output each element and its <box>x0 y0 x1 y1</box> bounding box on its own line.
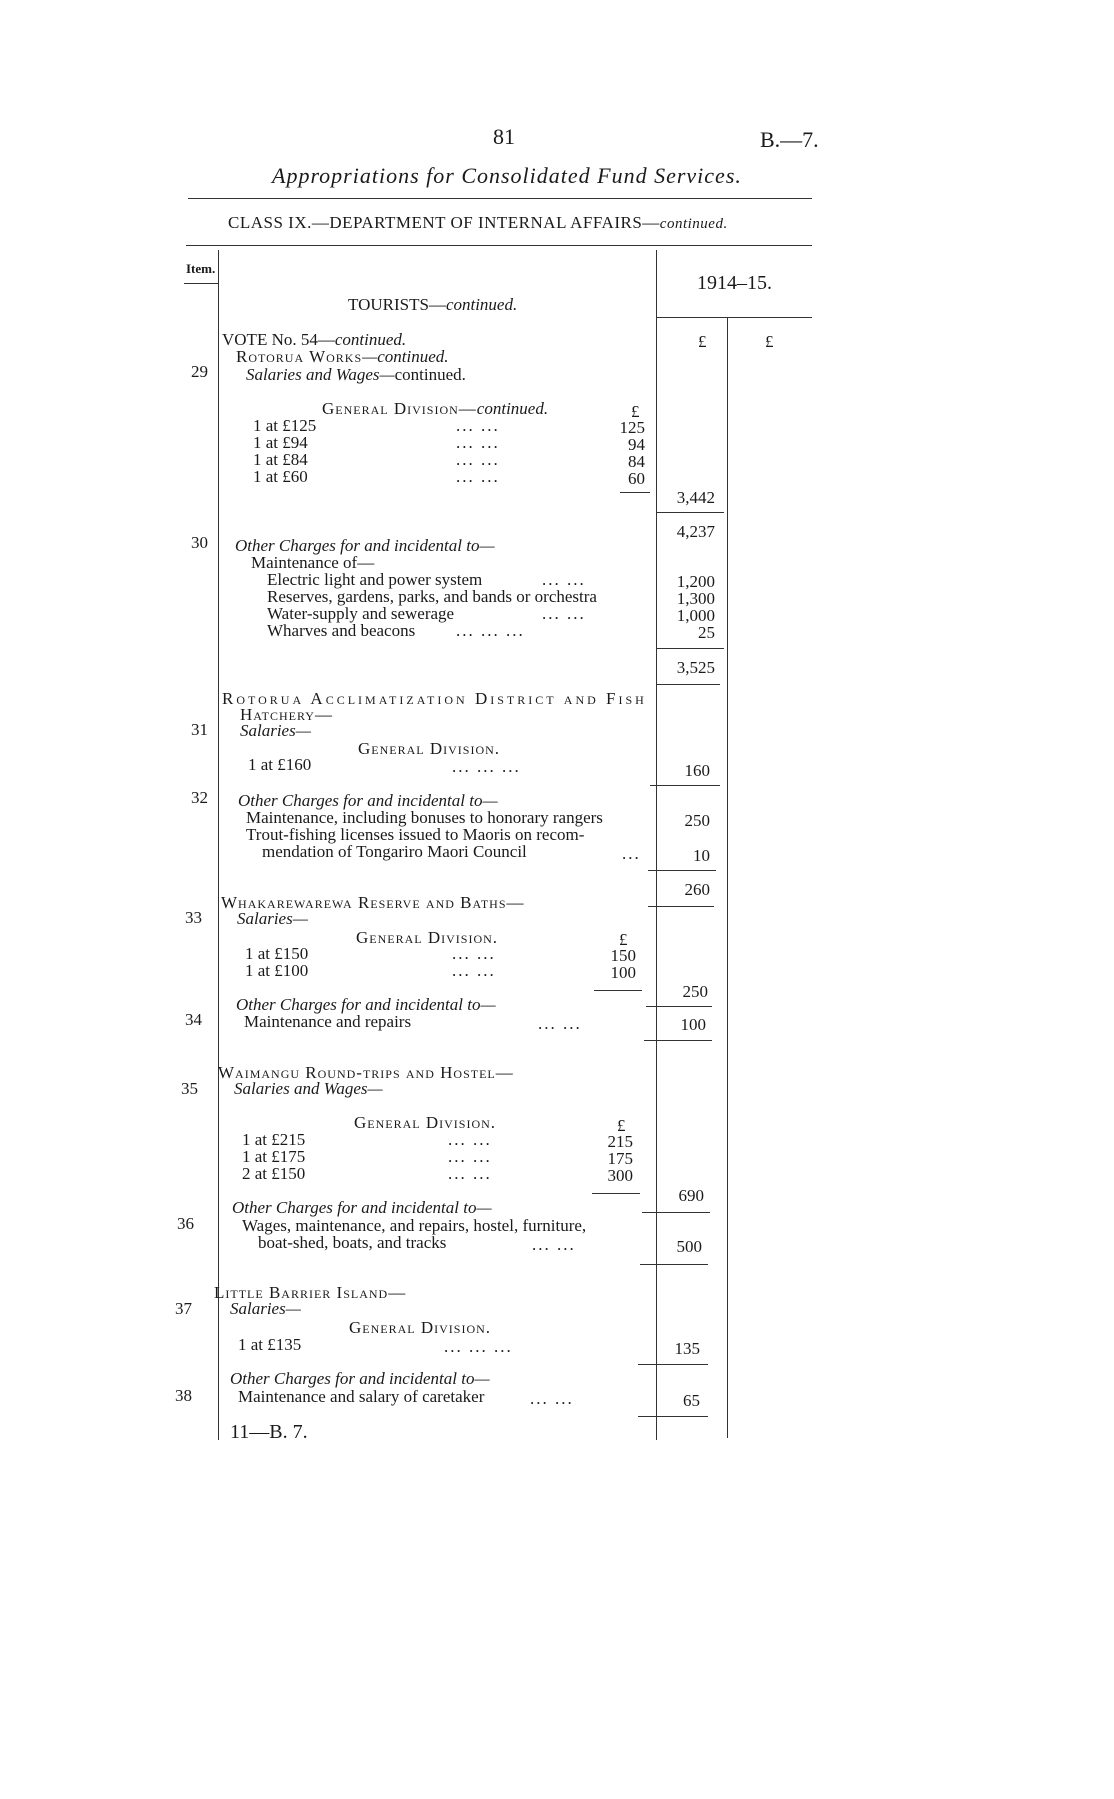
subtotal-rule <box>656 684 720 685</box>
item-number-32: 32 <box>191 788 208 807</box>
salary-line-text: 1 at £160 <box>248 755 312 774</box>
leader-dots: ... ... <box>456 416 500 435</box>
total-column-divider <box>727 318 728 1438</box>
charge-line-text: Maintenance and repairs <box>244 1012 412 1031</box>
leader-dots: ... ... <box>530 1389 574 1408</box>
leader-dots: ... <box>622 844 641 863</box>
charge-line-amount: 1,200 <box>676 572 715 591</box>
subtotal-rule <box>642 1212 710 1213</box>
general-division-pound: £ <box>619 930 628 949</box>
charge-line-amount: 1,000 <box>676 606 715 625</box>
section-heading: TOURISTS—continued. <box>348 295 518 314</box>
subtotal-rule <box>648 870 716 871</box>
charge-line-text: boat-shed, boats, and tracks <box>258 1233 447 1252</box>
page-title: Appropriations for Consolidated Fund Services. <box>272 163 742 188</box>
pound-sign-column-2: £ <box>765 332 774 351</box>
salary-line-text: 1 at £150 <box>245 944 309 963</box>
charge-line-text: Water-supply and sewerage <box>267 604 455 623</box>
item-number-34: 34 <box>185 1010 202 1029</box>
subtotal-rule <box>620 492 650 493</box>
charge-line-amount: 25 <box>698 623 715 642</box>
maintenance-of-label: Maintenance of— <box>251 553 375 572</box>
charge-line-text: Maintenance and salary of caretaker <box>238 1387 485 1406</box>
leader-dots: ... ... ... <box>452 757 521 776</box>
item-number-35: 35 <box>181 1079 198 1098</box>
salary-line-amount: 150 <box>610 946 636 965</box>
charge-line-amount: 100 <box>680 1015 706 1034</box>
charge-line-text: Trout-fishing licenses issued to Maoris on recom- <box>246 825 585 844</box>
subtotal-rule <box>650 785 720 786</box>
salary-line-text: 1 at £175 <box>242 1147 306 1166</box>
general-division-pound: £ <box>617 1116 626 1135</box>
page-number: 81 <box>493 124 515 149</box>
class-heading: CLASS IX.—DEPARTMENT OF INTERNAL AFFAIRS—continued. <box>228 213 728 232</box>
salary-line-text: 1 at £135 <box>238 1335 302 1354</box>
rotorua-works-heading: Rotorua Works—continued. <box>236 347 449 366</box>
subtotal-rule <box>592 1193 640 1194</box>
salary-line-amount: 300 <box>607 1166 633 1185</box>
salary-line-text: 1 at £100 <box>245 961 309 980</box>
subtotal-rule <box>656 648 724 649</box>
leader-dots: ... ... <box>456 433 500 452</box>
salary-line-amount: 125 <box>619 418 645 437</box>
charge-line-text: Electric light and power system <box>267 570 483 589</box>
charge-line-amount: 10 <box>693 846 710 865</box>
charge-line-amount: 1,300 <box>676 589 715 608</box>
item-number-37: 37 <box>175 1299 192 1318</box>
year-column-header: 1914–15. <box>697 272 772 294</box>
item-header-rule <box>184 283 218 284</box>
amount-column-divider <box>656 250 657 1440</box>
salaries-label: Salaries— <box>237 909 308 928</box>
salaries-and-wages-label: Salaries and Wages— <box>234 1079 383 1098</box>
leader-dots: ... ... <box>448 1147 492 1166</box>
general-division-heading: General Division. <box>358 739 501 758</box>
other-charges-label: Other Charges for and incidental to— <box>230 1369 490 1388</box>
salary-line-text: 1 at £125 <box>253 416 317 435</box>
item-number-33: 33 <box>185 908 202 927</box>
leader-dots: ... ... <box>448 1130 492 1149</box>
charge-line-text: Reserves, gardens, parks, and bands or orchestra <box>267 587 597 606</box>
item-number-31: 31 <box>191 720 208 739</box>
charges-total: 3,525 <box>676 658 715 677</box>
general-division-heading: General Division. <box>354 1113 497 1132</box>
leader-dots: ... ... <box>452 961 496 980</box>
salaries-label: Salaries— <box>240 721 311 740</box>
salaries-total: 3,442 <box>676 488 715 507</box>
leader-dots: ... ... <box>532 1235 576 1254</box>
salaries-label: Salaries— <box>230 1299 301 1318</box>
title-rule <box>188 198 812 199</box>
leader-dots: ... ... ... <box>456 621 525 640</box>
general-division-pound: £ <box>631 402 640 421</box>
acclimatization-total: 260 <box>684 880 710 899</box>
salary-line-amount: 94 <box>628 435 645 454</box>
salary-line-amount: 215 <box>607 1132 633 1151</box>
vote-heading: VOTE No. 54—continued. <box>222 330 407 349</box>
charge-line-text: Maintenance, including bonuses to honorary rangers <box>246 808 603 827</box>
other-charges-label: Other Charges for and incidental to— <box>238 791 498 810</box>
charge-line-text: Wages, maintenance, and repairs, hostel, furniture, <box>242 1216 587 1235</box>
leader-dots: ... ... <box>542 604 586 623</box>
pound-sign-column-1: £ <box>698 332 707 351</box>
year-header-rule <box>656 317 812 318</box>
leader-dots: ... ... ... <box>444 1337 513 1356</box>
salaries-total: 690 <box>678 1186 704 1205</box>
leader-dots: ... ... <box>538 1014 582 1033</box>
other-charges-label: Other Charges for and incidental to— <box>232 1198 492 1217</box>
item-number-36: 36 <box>177 1214 194 1233</box>
leader-dots: ... ... <box>456 467 500 486</box>
salary-line-text: 2 at £150 <box>242 1164 306 1183</box>
charge-line-amount: 65 <box>683 1391 700 1410</box>
acclimatization-heading: Rotorua Acclimatization District and Fish <box>222 689 647 708</box>
subtotal-rule <box>640 1264 708 1265</box>
leader-dots: ... ... <box>452 944 496 963</box>
leader-dots: ... ... <box>542 570 586 589</box>
salary-line-text: 1 at £94 <box>253 433 308 452</box>
salary-line-amount: 60 <box>628 469 645 488</box>
other-charges-label: Other Charges for and incidental to— <box>236 995 496 1014</box>
acclimatization-heading-cont: Hatchery— <box>240 705 333 724</box>
salary-line-text: 1 at £84 <box>253 450 308 469</box>
salary-line-amount: 135 <box>674 1339 700 1358</box>
salary-line-amount: 100 <box>610 963 636 982</box>
leader-dots: ... ... <box>456 450 500 469</box>
subtotal-rule <box>656 512 724 513</box>
subtotal-rule <box>646 1006 712 1007</box>
printer-signature: 11—B. 7. <box>230 1421 308 1443</box>
salary-line-text: 1 at £60 <box>253 467 308 486</box>
item-column-header: Item. <box>186 261 216 276</box>
salary-line-text: 1 at £215 <box>242 1130 306 1149</box>
subtotal-rule <box>644 1040 712 1041</box>
general-division-heading: General Division. <box>356 928 499 947</box>
head-total: 4,237 <box>676 522 715 541</box>
charge-line-text: Wharves and beacons <box>267 621 416 640</box>
charge-line-amount: 500 <box>676 1237 702 1256</box>
other-charges-label: Other Charges for and incidental to— <box>235 536 495 555</box>
waimangu-heading: Waimangu Round-trips and Hostel— <box>218 1063 514 1082</box>
charge-line-amount: 250 <box>684 811 710 830</box>
leader-dots: ... ... <box>448 1164 492 1183</box>
subtotal-rule <box>638 1364 708 1365</box>
salary-line-amount: 84 <box>628 452 645 471</box>
subtotal-rule <box>594 990 642 991</box>
salaries-total: 250 <box>682 982 708 1001</box>
item-number-38: 38 <box>175 1386 192 1405</box>
subtotal-rule <box>648 906 714 907</box>
charge-line-text: mendation of Tongariro Maori Council <box>262 842 527 861</box>
salary-line-amount: 175 <box>607 1149 633 1168</box>
general-division-heading: General Division—continued. <box>322 399 549 418</box>
subtotal-rule <box>638 1416 708 1417</box>
whakarewarewa-heading: Whakarewarewa Reserve and Baths— <box>221 893 525 912</box>
item-number-30: 30 <box>191 533 208 552</box>
item-column-divider <box>218 250 219 1440</box>
salaries-and-wages-label: Salaries and Wages—continued. <box>246 365 466 384</box>
salary-line-amount: 160 <box>684 761 710 780</box>
little-barrier-heading: Little Barrier Island— <box>214 1283 407 1302</box>
document-reference: B.—7. <box>760 127 819 152</box>
item-number-29: 29 <box>191 362 208 381</box>
general-division-heading: General Division. <box>349 1318 492 1337</box>
class-heading-rule <box>186 245 812 246</box>
